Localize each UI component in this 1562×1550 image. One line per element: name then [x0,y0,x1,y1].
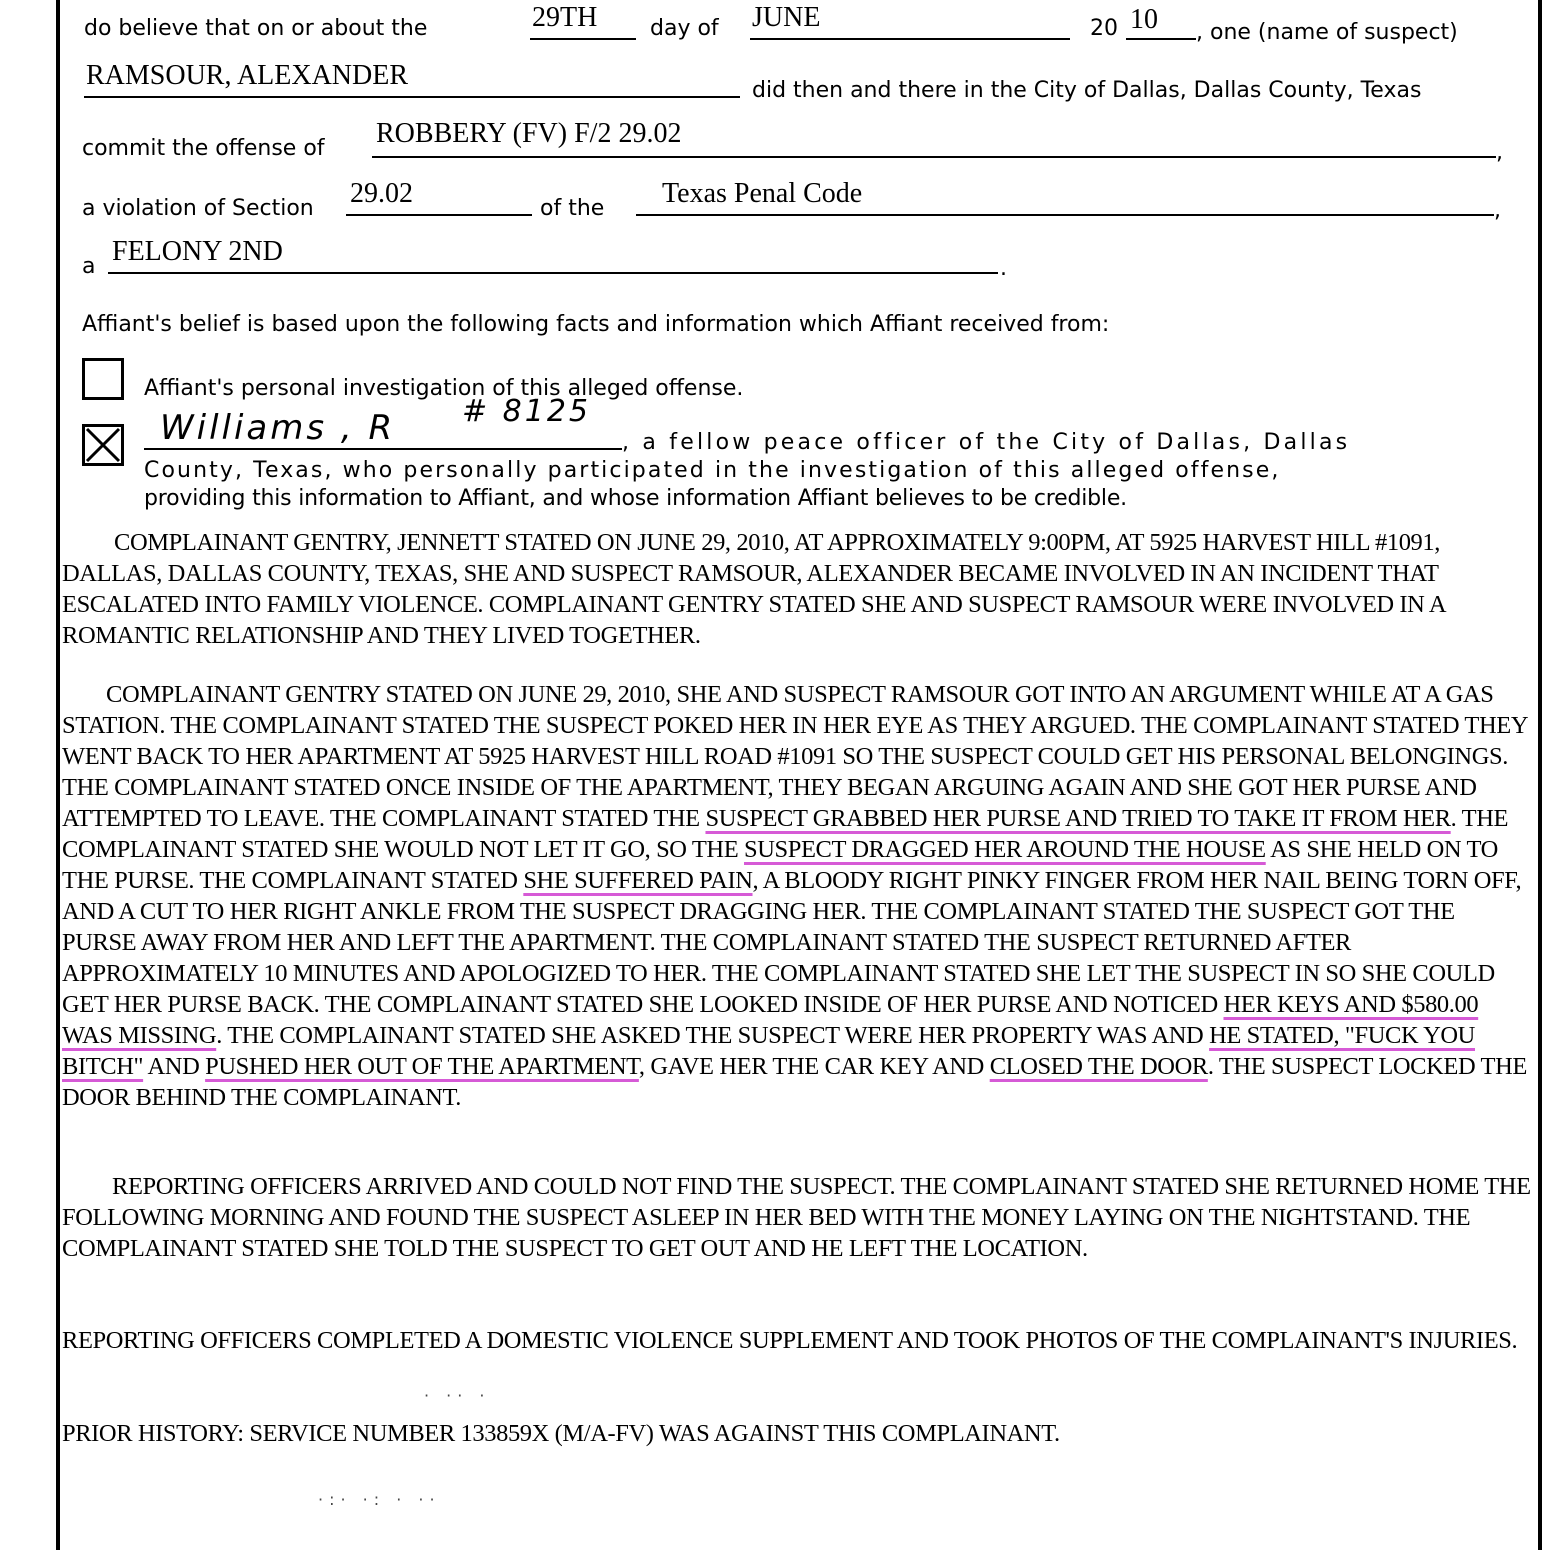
narrative-paragraph-3: REPORTING OFFICERS ARRIVED AND COULD NOT FIND THE SUSPECT. THE COMPLAINANT STATED SHE RETURNED HOME THE FOLLOWING MORNING AND FOUND THE SUSPECT ASLEEP IN HER BED WITH THE MONEY LAYING ON THE NIGHTSTAND. THE COMPLAINANT STATED SHE TOLD THE SUSPECT TO GET OUT AND HE LEFT THE LOCATION. [62,1173,1531,1262]
narrative-paragraph-1: COMPLAINANT GENTRY, JENNETT STATED ON JUNE 29, 2010, AT APPROXIMATELY 9:00PM, AT 5925 HARVEST HILL #1091, DALLAS, DALLAS COUNTY, TEXAS, SHE AND SUSPECT RAMSOUR, ALEXANDER BECAME INVOLVED IN AN INCIDENT THAT ESCALATED INTO FAMILY VIOLENCE. COMPLAINANT GENTRY STATED SHE AND SUSPECT RAMSOUR WERE INVOLVED IN A ROMANTIC RELATIONSHIP AND THEY LIVED TOGETHER. [62,529,1445,649]
year-value: 10 [1130,4,1158,35]
badge-number-handwriting: # 8125 [462,394,592,429]
highlight-keys-money-missing: HER KEYS AND $580.00 WAS MISSING [62,991,1479,1049]
did-then-label: did then and there in the City of Dallas, Dallas County, Texas [752,78,1422,103]
check-x-icon [85,427,121,463]
violation-section-label: a violation of Section [82,196,314,221]
year-prefix: 20 [1090,16,1118,41]
day-of-label: day of [650,16,719,41]
a-label: a [82,254,96,279]
highlight-he-stated: HE STATED, "FUCK YOU BITCH" [62,1022,1475,1080]
scan-artifact: ·:· ·: · ·· [318,1490,441,1509]
page-border-right [1538,0,1542,1550]
personal-investigation-label: Affiant's personal investigation of this alleged offense. [144,376,744,401]
fellow-officer-line3: providing this information to Affiant, and whose information Affiant believes to be credible. [144,486,1127,511]
fellow-officer-line2: County, Texas, who personally participated in the investigation of this alleged offense, [144,458,1281,483]
suspect-name-underline [84,96,740,98]
section-value: 29.02 [350,178,413,209]
believe-label: do believe that on or about the [84,16,428,41]
offense-value: ROBBERY (FV) F/2 29.02 [376,118,682,149]
narrative-paragraph-4: REPORTING OFFICERS COMPLETED A DOMESTIC VIOLENCE SUPPLEMENT AND TOOK PHOTOS OF THE COMPLAINANT'S INJURIES. [62,1327,1518,1354]
fellow-officer-checkbox[interactable] [82,424,124,466]
officer-name-handwriting: Williams , R [160,408,396,448]
officer-underline [144,448,622,450]
narrative-paragraph-2: COMPLAINANT GENTRY STATED ON JUNE 29, 2010, SHE AND SUSPECT RAMSOUR GOT INTO AN ARGUMENT WHILE AT A GAS STATION. THE COMPLAINANT STATED THE SUSPECT POKED HER IN HER EYE AS THEY ARGUED. THE COMPLAINANT STATED THEY WENT BACK TO HER APARTMENT AT 5925 HARVEST HILL ROAD #1091 SO THE SUSPECT COULD GET HIS PERSONAL BELONGINGS. THE COMPLAINANT STATED ONCE INSIDE OF THE APARTMENT, THEY BEGAN ARGUING AGAIN AND SHE GOT HER PURSE AND ATTEMPTED TO LEAVE. THE COMPLAINANT STATED THE SUSPECT GRABBED HER PURSE AND TRIED TO TAKE IT FROM HER. THE COMPLAINANT STATED SHE WOULD NOT LET IT GO, SO THE SUSPECT DRAGGED HER AROUND THE HOUSE AS SHE HELD ON TO THE PURSE. THE COMPLAINANT STATED SHE SUFFERED PAIN, A BLOODY RIGHT PINKY FINGER FROM HER NAIL BEING TORN OFF, AND A CUT TO HER RIGHT ANKLE FROM THE SUSPECT DRAGGING HER. THE COMPLAINANT STATED THE SUSPECT GOT THE PURSE AWAY FROM HER AND LEFT THE APARTMENT. THE COMPLAINANT STATED THE SUSPECT RETURNED AFTER APPROXIMATELY 10 MINUTES AND APOLOGIZED TO HER. THE COMPLAINANT STATED SHE LET THE SUSPECT IN SO SHE COULD GET HER PURSE BACK. THE COMPLAINANT STATED SHE LOOKED INSIDE OF HER PURSE AND NOTICED HER KEYS AND $580.00 WAS MISSING. THE COMPLAINANT STATED SHE ASKED THE SUSPECT WERE HER PROPERTY WAS AND HE STATED, "FUCK YOU BITCH" AND PUSHED HER OUT OF THE APARTMENT, GAVE HER THE CAR KEY AND CLOSED THE DOOR. THE SUSPECT LOCKED THE DOOR BEHIND THE COMPLAINANT. [62,681,1528,1111]
day-underline [530,38,636,40]
of-the-label: of the [540,196,605,221]
offense-underline [372,156,1496,158]
highlight-pushed-her-out: PUSHED HER OUT OF THE APARTMENT [205,1053,639,1080]
month-value: JUNE [752,2,821,33]
highlight-closed-door: CLOSED THE DOOR [989,1053,1208,1080]
page-border-left [56,0,60,1550]
narrative-paragraph-5: PRIOR HISTORY: SERVICE NUMBER 133859X (M/A-FV) WAS AGAINST THIS COMPLAINANT. [62,1420,1060,1447]
suspect-name-value: RAMSOUR, ALEXANDER [86,60,409,91]
scan-artifact: · ·· · [424,1386,491,1405]
highlight-suffered-pain: SHE SUFFERED PAIN [523,867,753,894]
highlight-dragged-her: SUSPECT DRAGGED HER AROUND THE HOUSE [744,836,1266,863]
year-underline [1126,38,1196,40]
felony-value: FELONY 2ND [112,236,283,267]
personal-investigation-checkbox[interactable] [82,358,124,400]
fellow-officer-line1: , a fellow peace officer of the City of Dallas, Dallas [622,430,1351,455]
felony-underline [108,272,998,274]
code-underline [636,214,1494,216]
section-underline [346,214,532,216]
code-value: Texas Penal Code [662,178,863,209]
month-underline [750,38,1070,40]
one-name-of-suspect-label: , one (name of suspect) [1196,20,1458,45]
highlight-grabbed-purse: SUSPECT GRABBED HER PURSE AND TRIED TO TAKE IT FROM HER [705,805,1451,832]
belief-statement: Affiant's belief is based upon the following facts and information which Affiant received from: [82,312,1110,337]
commit-offense-label: commit the offense of [82,136,325,161]
day-value: 29TH [532,2,598,33]
